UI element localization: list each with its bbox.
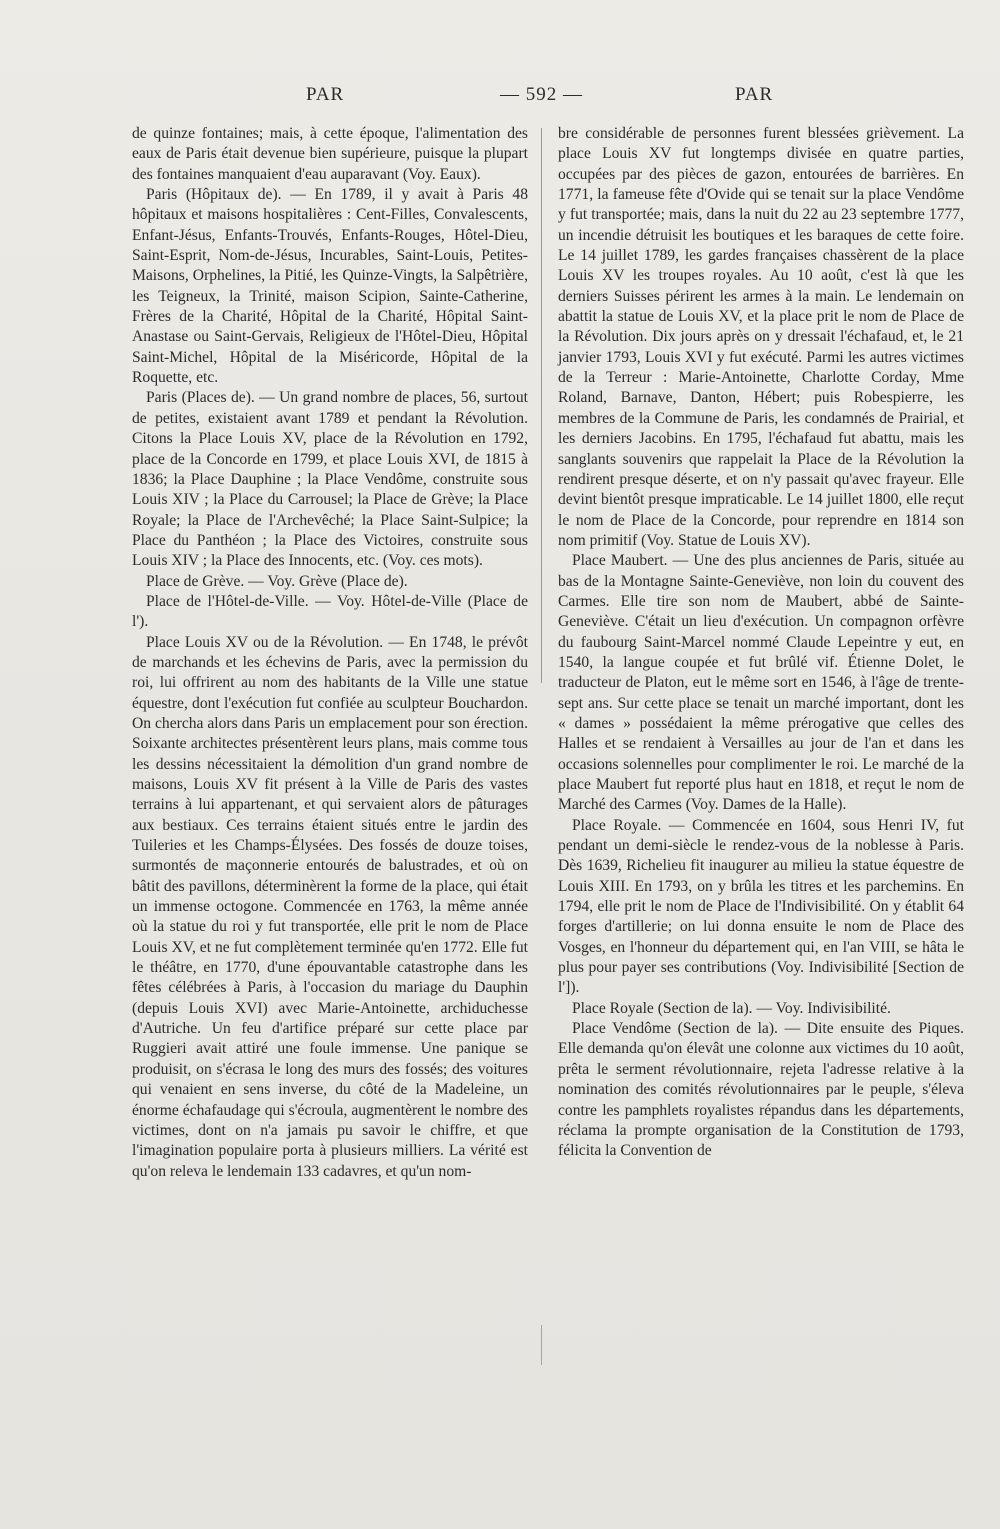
- paragraph: Place Maubert. — Une des plus anciennes de Paris, située au bas de la Montagne Sainte-Geneviève, non loin du couvent des Carmes. Elle tire son nom de Maubert, abbé de Sainte-Geneviève. C'était un lieu d'exécution. Un compagnon orfèvre du faubourg Saint-Marcel nommé Claude Lepeintre y eut, en 1540, la langue coupée et fut brûlé vif. Étienne Dolet, le traducteur de Platon, eut le même sort en 1546, à l'âge de trente-sept ans. Sur cette place se tenait un marché important, dont les « dames » possédaient la même prérogative que celles des Halles et se rendaient à Versailles au jour de l'an et dans les occasions solennelles pour complimenter le roi. Le marché de la place Maubert fut reporté plus haut en 1818, et reçut le nom de Marché des Carmes (Voy. Dames de la Halle).: [558, 552, 964, 814]
- paragraph: Place de l'Hôtel-de-Ville. — Voy. Hôtel-de-Ville (Place de l').: [132, 592, 528, 631]
- paragraph: bre considérable de personnes furent blessées grièvement. La place Louis XV fut longtemps divisée en quatre parties, occupées par des pièces de gazon, entourées de barrières. En 1771, la fameuse fête d'Ovide qui se tenait sur la place Vendôme y fut transportée; mais, dans la nuit du 22 au 23 septembre 1777, un incendie détruisit les boutiques et les baraques de cette foire. Le 14 juillet 1789, les gardes françaises chassèrent de la place Louis XV les troupes royales. Au 10 août, c'est là que les derniers Suisses périrent les armes à la main. Le lendemain on abattit la statue de Louis XV, et la place prit le nom de Place de la Révolution. Dix jours après on y dressait l'échafaud, et, le 21 janvier 1793, Louis XVI y fut exécuté. Parmi les autres victimes de la Terreur : Marie-Antoinette, Charlotte Corday, Mme Roland, Barnave, Danton, Hébert; puis Robespierre, les membres de la Commune de Paris, les condamnés de Prairial, et les derniers Jacobins. En 1795, l'échafaud fut abattu, mais les sanglants souvenirs que rappelait la Place de la Révolution la rendirent presque déserte, et on n'y passait qu'avec frayeur. Elle devint bientôt presque impraticable. Le 14 juillet 1800, elle reçut le nom de Place de la Concorde, pour reprendre en 1814 son nom primitif (Voy. Statue de Louis XV).: [558, 125, 964, 549]
- paragraph: Paris (Places de). — Un grand nombre de places, 56, surtout de petites, existaient avant 1789 et pendant la Révolution. Citons la Place Louis XV, place de la Révolution en 1792, place de la Concorde en 1799, et place Louis XVI, de 1815 à 1836; la Place Dauphine ; la Place Vendôme, construite sous Louis XIV ; la Place du Carrousel; la Place de Grève; la Place Royale; la Place de l'Archevêché; la Place Saint-Sulpice; la Place du Panthéon ; la Place des Victoires, construite sous Louis XIV ; la Place des Innocents, etc. (Voy. ces mots).: [132, 389, 528, 570]
- paragraph: Place Royale (Section de la). — Voy. Indivisibilité.: [572, 999, 891, 1017]
- column-divider-lower: [541, 1325, 542, 1365]
- right-column: [558, 124, 964, 1162]
- page-number: — 592 —: [500, 84, 583, 105]
- running-header: [0, 84, 1000, 114]
- header-right: PAR: [735, 84, 774, 105]
- paragraph: Place de Grève. — Voy. Grève (Place de).: [146, 572, 408, 590]
- paragraph: Place Vendôme (Section de la). — Dite ensuite des Piques. Elle demanda qu'on élevât une colonne aux victimes du 10 août, prêta le serment révolutionnaire, rejeta l'adresse relative à la nomination des comités révolutionnaires par le peuple, s'éleva contre les pamphlets royalistes répandus dans les départements, réclama la prompte organisation de la Constitution de 1793, félicita la Convention de: [558, 1020, 964, 1160]
- left-column: [132, 124, 528, 1182]
- paragraph: Place Royale. — Commencée en 1604, sous Henri IV, fut pendant un demi-siècle le rendez-vous de la noblesse à Paris. Dès 1639, Richelieu fit inaugurer au milieu la statue équestre de Louis XIII. En 1793, on y brûla les titres et les parchemins. En 1794, elle prit le nom de Place de l'Indivisibilité. On y établit 64 forges d'artillerie; on lui donna ensuite le nom de Place des Vosges, en l'honneur du département qui, en l'an VIII, se hâta le plus pour payer ses contributions (Voy. Indivisibilité [Section de l']).: [558, 816, 964, 997]
- paragraph: de quinze fontaines; mais, à cette époque, l'alimentation des eaux de Paris était devenue bien supérieure, puisque la plupart des fontaines manquaient d'eau auparavant (Voy. Eaux).: [132, 125, 528, 183]
- header-left: PAR: [306, 84, 345, 105]
- paragraph: Paris (Hôpitaux de). — En 1789, il y avait à Paris 48 hôpitaux et maisons hospitalières : Cent-Filles, Convalescents, Enfant-Jésus, Enfants-Trouvés, Enfants-Rouges, Hôtel-Dieu, Saint-Esprit, Nom-de-Jésus, Incurables, Saint-Louis, Petites-Maisons, Orphelines, la Pitié, les Quinze-Vingts, la Salpêtrière, les Teigneux, la Trinité, maison Scipion, Sainte-Catherine, Frères de la Charité, Hôpital de la Charité, Hôpital Saint-Anastase ou Saint-Gervais, Religieux de l'Hôtel-Dieu, Hôpital Saint-Michel, Hôpital de la Miséricorde, Hôpital de la Roquette, etc.: [132, 186, 528, 387]
- column-divider: [541, 128, 542, 683]
- paragraph: Place Louis XV ou de la Révolution. — En 1748, le prévôt de marchands et les échevins de Paris, avec la permission du roi, lui offrirent au nom des habitants de la Ville une statue équestre, dont l'exécution fut confiée au sculpteur Bouchardon. On chercha alors dans Paris un emplacement pour son érection. Soixante architectes présentèrent leurs plans, mais comme tous les dessins nécessitaient la démolition d'un grand nombre de maisons, Louis XV fit présent à la Ville de Paris des vastes terrains à lui appartenant, et qui servaient alors de pâturages aux bestiaux. Ces terrains étaient situés entre le jardin des Tuileries et les Champs-Élysées. Des fossés de douze toises, surmontés de maçonnerie entourés de balustrades, et où on bâtit des pavillons, déterminèrent la forme de la place, qui était un immense octogone. Commencée en 1763, la même année où la statue du roi y fut transportée, elle prit le nom de Place Louis XV, et ne fut complètement terminée qu'en 1772. Elle fut le théâtre, en 1770, d'une épouvantable catastrophe dans les fêtes célébrées à Paris, à l'occasion du mariage du Dauphin (depuis Louis XVI) avec Marie-Antoinette, archiduchesse d'Autriche. Un feu d'artifice préparé sur cette place par Ruggieri avait attiré une foule immense. Une panique se produisit, on s'écrasa le long des murs des fossés; des voitures qui venaient en sens inverse, du côté de la Madeleine, un énorme échafaudage qui s'écroula, augmentèrent le nombre des victimes, dont on n'a jamais pu savoir le chiffre, et que l'imagination populaire porta à plusieurs milliers. La vérité est qu'on releva le lendemain 133 cadavres, et qu'un nom-: [132, 633, 528, 1180]
